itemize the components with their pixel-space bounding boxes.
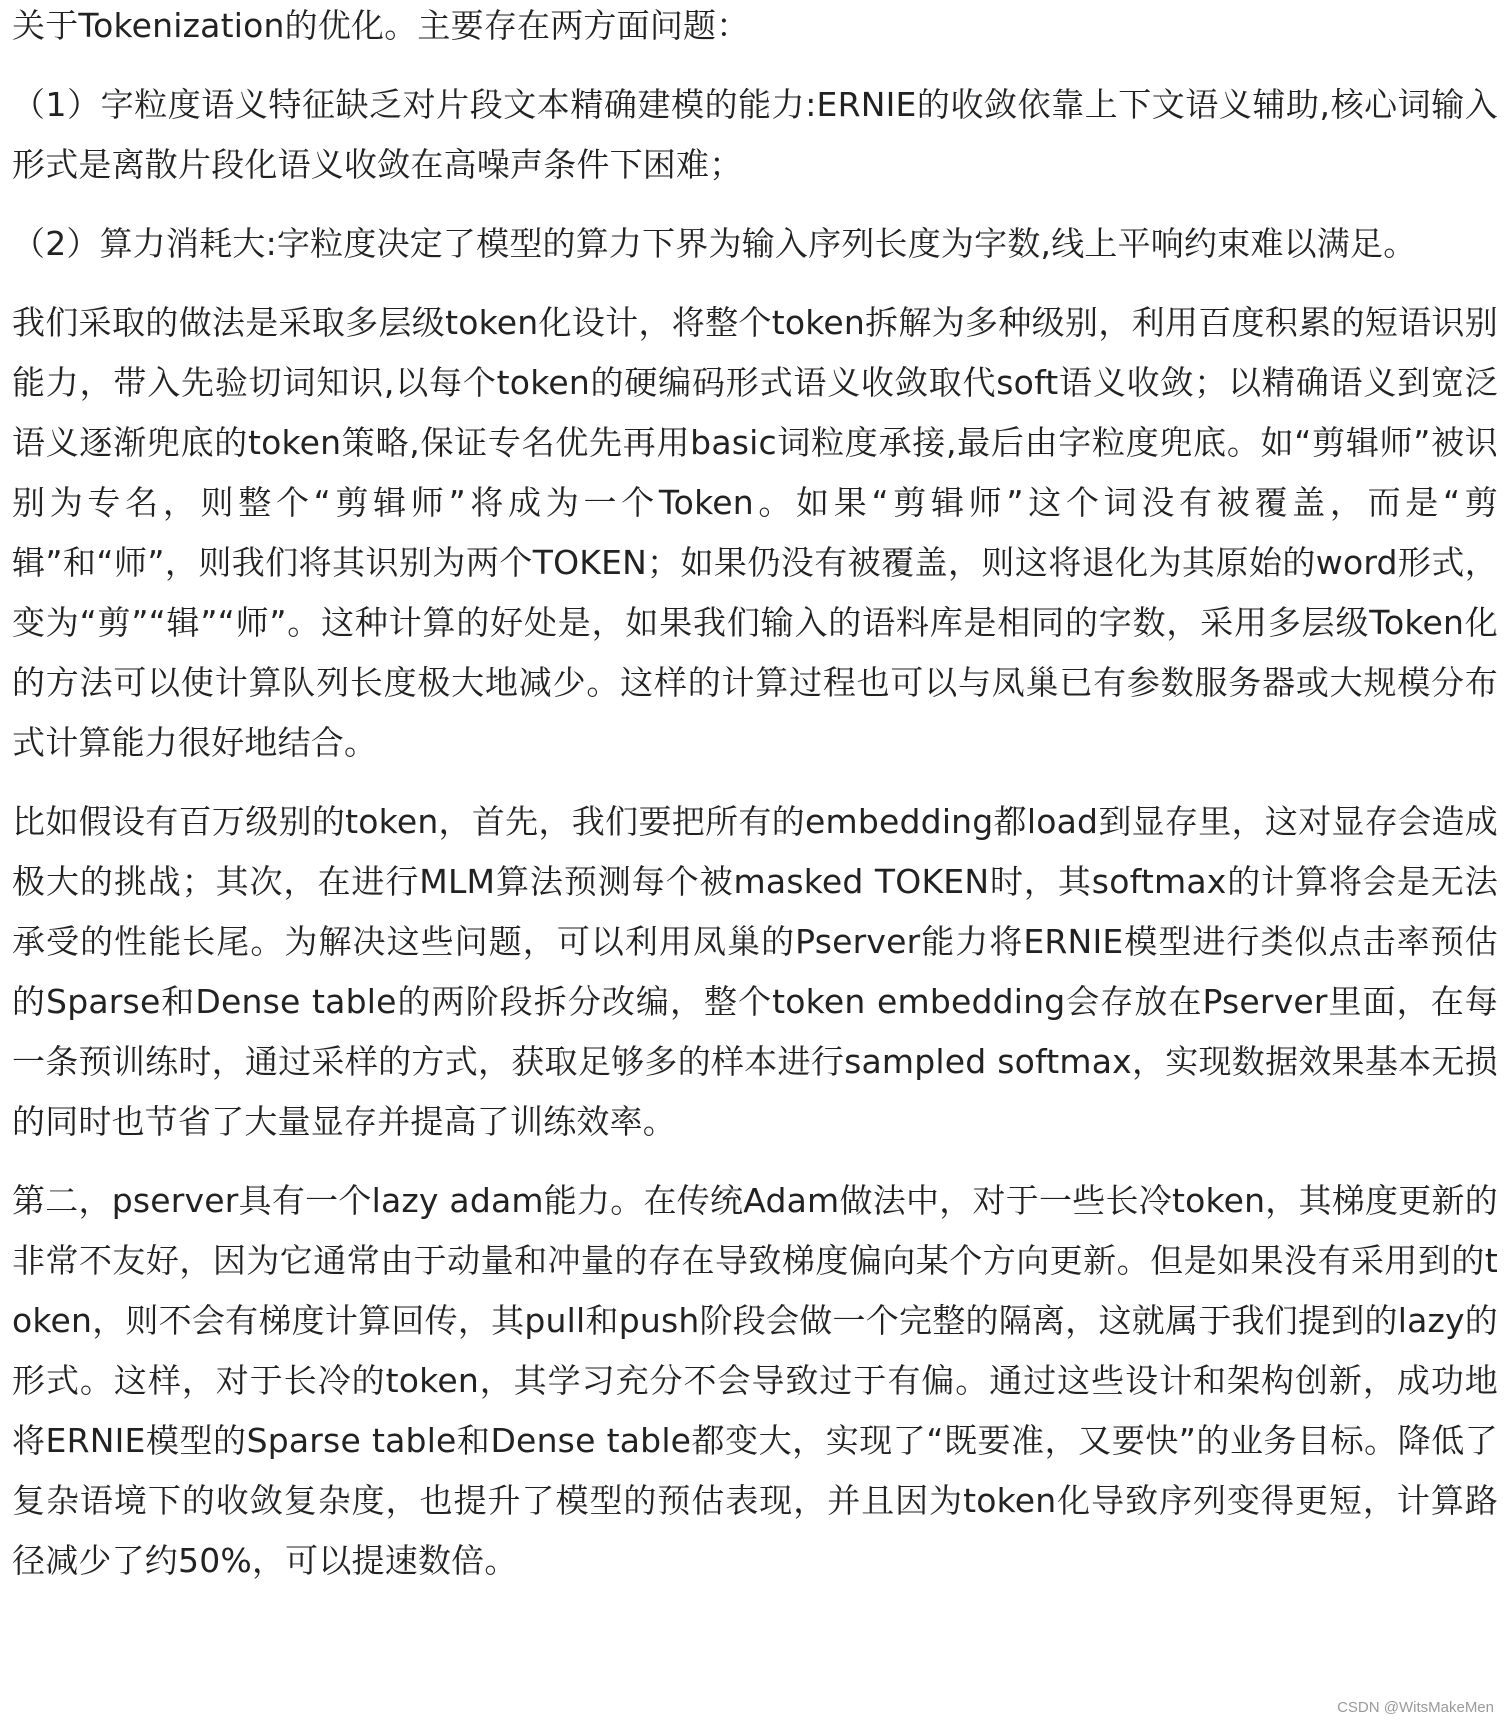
problem-one-paragraph: （1）字粒度语义特征缺乏对片段文本精确建模的能力:ERNIE的收敛依靠上下文语义辅助,核心词输入形式是离散片段化语义收敛在高噪声条件下困难； [12, 85, 1498, 184]
article-body [12, 0, 1498, 1591]
approach-paragraph: 我们采取的做法是采取多层级token化设计，将整个token拆解为多种级别，利用百度积累的短语识别能力，带入先验切词知识,以每个token的硬编码形式语义收敛取代soft语义收敛；以精确语义到宽泛语义逐渐兜底的token策略,保证专名优先再用basic词粒度承接,最后由字粒度兜底。如“剪辑师”被识别为专名，则整个“剪辑师”将成为一个Token。如果“剪辑师”这个词没有被覆盖，而是“剪辑”和“师”，则我们将其识别为两个TOKEN；如果仍没有被覆盖，则这将退化为其原始的word形式，变为“剪”“辑”“师”。这种计算的好处是，如果我们输入的语料库是相同的字数，采用多层级Token化的方法可以使计算队列长度极大地减少。这样的计算过程也可以与凤巢已有参数服务器或大规模分布式计算能力很好地结合。 [12, 303, 1498, 762]
intro-paragraph: 关于Tokenization的优化。主要存在两方面问题： [12, 6, 750, 45]
problem-two-paragraph: （2）算力消耗大:字粒度决定了模型的算力下界为输入序列长度为字数,线上平响约束难以满足。 [12, 224, 1417, 263]
pserver-paragraph: 比如假设有百万级别的token，首先，我们要把所有的embedding都load到显存里，这对显存会造成极大的挑战；其次，在进行MLM算法预测每个被masked TOKEN时，其softmax的计算将会是无法承受的性能长尾。为解决这些问题，可以利用凤巢的Pserver能力将ERNIE模型进行类似点击率预估的Sparse和Dense table的两阶段拆分改编，整个token embedding会存放在Pserver里面，在每一条预训练时，通过采样的方式，获取足够多的样本进行sampled softmax，实现数据效果基本无损的同时也节省了大量显存并提高了训练效率。 [12, 802, 1498, 1141]
lazy-adam-paragraph: 第二，pserver具有一个lazy adam能力。在传统Adam做法中，对于一些长冷token，其梯度更新的非常不友好，因为它通常由于动量和冲量的存在导致梯度偏向某个方向更新。但是如果没有采用到的token，则不会有梯度计算回传，其pull和push阶段会做一个完整的隔离，这就属于我们提到的lazy的形式。这样，对于长冷的token，其学习充分不会导致过于有偏。通过这些设计和架构创新，成功地将ERNIE模型的Sparse table和Dense table都变大，实现了“既要准，又要快”的业务目标。降低了复杂语境下的收敛复杂度，也提升了模型的预估表现，并且因为token化导致序列变得更短，计算路径减少了约50%，可以提速数倍。 [12, 1181, 1498, 1580]
csdn-watermark: CSDN @WitsMakeMen [1337, 1699, 1494, 1716]
